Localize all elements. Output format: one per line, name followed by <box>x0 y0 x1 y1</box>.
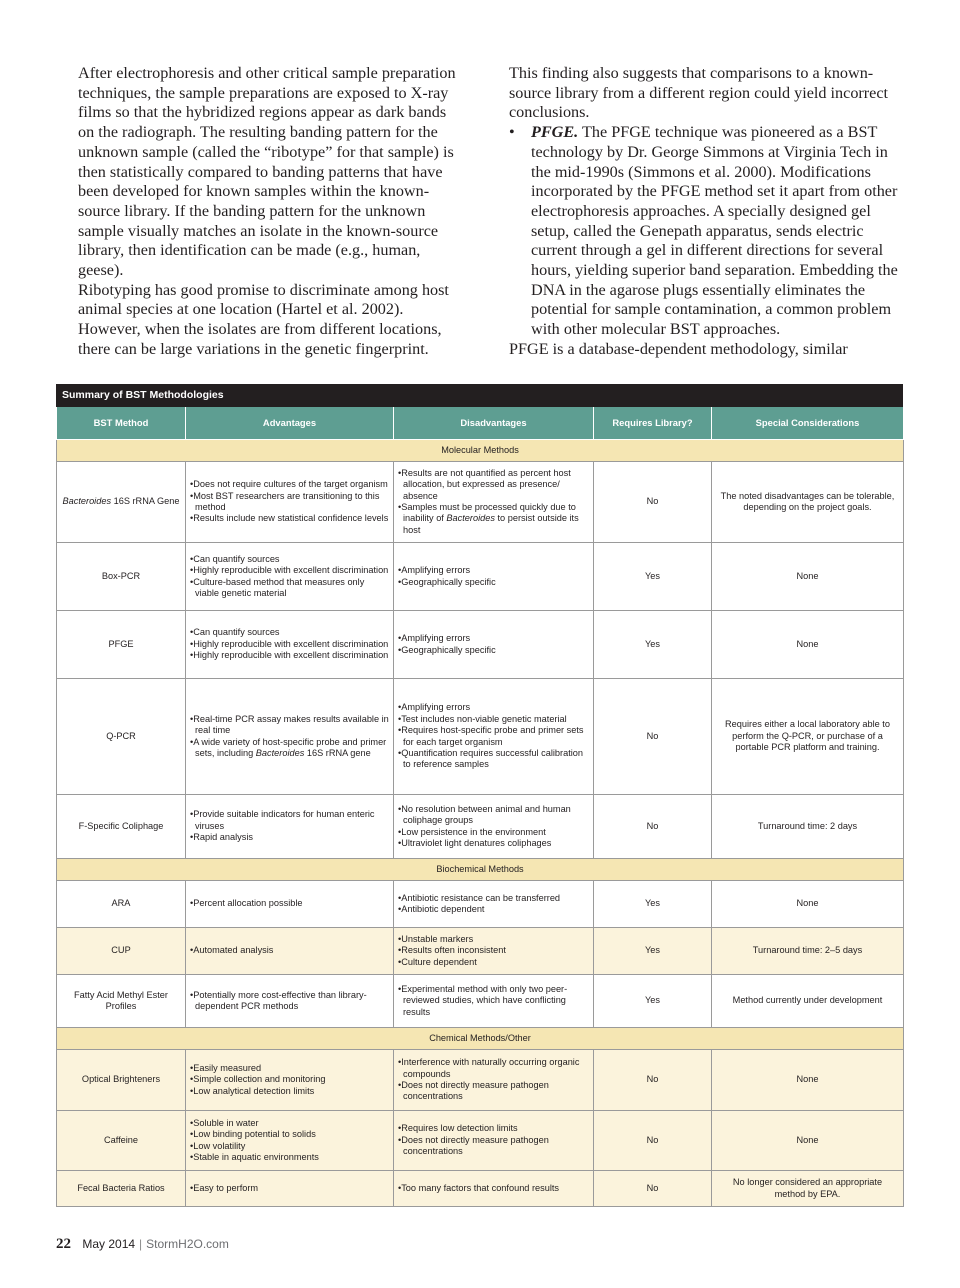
disadvantages-cell <box>394 462 594 543</box>
considerations-cell: None <box>712 543 904 611</box>
method-name: Optical Brighteners <box>81 1074 161 1085</box>
bullet-icon: • <box>509 123 515 142</box>
table-row <box>57 1111 904 1171</box>
method-cell <box>57 462 186 543</box>
disadvantages-list <box>398 633 589 656</box>
method-name: Box-PCR <box>101 570 141 581</box>
table-row <box>57 928 904 975</box>
considerations-cell: Turnaround time: 2 days <box>712 795 904 859</box>
list-item: • Potentially more cost-effective than library-dependent PCR methods <box>190 990 389 1013</box>
column-header: BST Method <box>57 407 186 440</box>
disadvantages-cell <box>394 1111 594 1171</box>
section-label: Molecular Methods <box>57 440 904 462</box>
list-item: • Highly reproducible with excellent discrimination <box>190 565 389 576</box>
list-item: • Culture dependent <box>398 957 589 968</box>
list-item: • Amplifying errors <box>398 633 589 644</box>
method-italic: Bacteroides <box>62 496 112 507</box>
list-item: • Does not directly measure pathogen concentrations <box>398 1135 589 1158</box>
advantages-cell <box>186 1171 394 1207</box>
disadvantages-cell <box>394 543 594 611</box>
considerations-cell: None <box>712 1050 904 1111</box>
bst-summary-table <box>56 384 903 1207</box>
considerations-cell: None <box>712 881 904 928</box>
page-footer <box>56 1236 229 1253</box>
requires-library-cell: No <box>594 1050 712 1111</box>
advantages-list <box>190 714 389 760</box>
considerations-cell: None <box>712 611 904 679</box>
list-item: • Simple collection and monitoring <box>190 1074 389 1085</box>
list-item: • Low persistence in the environment <box>398 827 589 838</box>
list-item: • Results include new statistical confidence levels <box>190 513 389 524</box>
list-item: • Percent allocation possible <box>190 898 389 909</box>
list-item: • Amplifying errors <box>398 702 589 713</box>
disadvantages-list <box>398 893 589 916</box>
list-item: • Does not directly measure pathogen concentrations <box>398 1080 589 1103</box>
article-left-column <box>78 64 466 360</box>
method-name: Fecal Bacteria Ratios <box>77 1182 165 1193</box>
advantages-list <box>190 809 389 843</box>
requires-library-cell: Yes <box>594 928 712 975</box>
list-item: • Highly reproducible with excellent discrimination <box>190 639 389 650</box>
table-row <box>57 679 904 795</box>
disadvantages-list <box>398 702 589 770</box>
table-row <box>57 543 904 611</box>
table-row <box>57 1050 904 1111</box>
italic-term: Bacteroides <box>255 747 305 758</box>
method-name: F-Specific Coliphage <box>78 820 164 831</box>
method-name: ARA <box>111 898 131 909</box>
advantages-cell <box>186 679 394 795</box>
body-paragraph: After electrophoresis and other critical sample preparation techniques, the sample preparations are exposed to X-ray films so that the hybridized regions appear as dark bands on the radiograph. The resulting banding pattern for the unknown sample (called the “ribotype” for that sample) is then statistically compared to banding patterns that have been developed for known samples within the known-source library. If the banding pattern for the unknown sample visually matches an isolate in the known-source library, then identification can be made (e.g., human, geese). <box>78 64 456 280</box>
advantages-cell <box>186 795 394 859</box>
list-item: • Highly reproducible with excellent discrimination <box>190 650 389 661</box>
disadvantages-list <box>398 468 589 536</box>
list-item: • Can quantify sources <box>190 627 389 638</box>
list-item: • Antibiotic dependent <box>398 904 589 915</box>
body-paragraph: This finding also suggests that comparisons to a known-source library from a different region could yield incorrect conclusions. <box>509 64 889 122</box>
footer-site: StormH2O.com <box>146 1237 229 1251</box>
advantages-list <box>190 898 389 909</box>
section-row <box>57 440 904 462</box>
issue-date: May 2014 <box>82 1237 136 1251</box>
list-item: • Results are not quantified as percent host allocation, but expressed as presence/ absence <box>398 468 589 502</box>
method-name: Fatty Acid Methyl Ester Profiles <box>74 989 168 1011</box>
italic-term: Bacteroides <box>446 513 495 524</box>
list-item: • A wide variety of host-specific probe and primer sets, including Bacteroides 16S rRNA gene <box>190 737 389 760</box>
bullet-item-pfge <box>509 123 901 340</box>
considerations-cell: No longer considered an appropriate method by EPA. <box>712 1171 904 1207</box>
list-item: • Low binding potential to solids <box>190 1129 389 1140</box>
section-row <box>57 1028 904 1050</box>
disadvantages-cell <box>394 928 594 975</box>
list-item: • Too many factors that confound results <box>398 1183 589 1194</box>
disadvantages-cell <box>394 611 594 679</box>
list-item: • Automated analysis <box>190 945 389 956</box>
disadvantages-list <box>398 984 589 1018</box>
list-item: • Experimental method with only two peer-reviewed studies, which have conflicting results <box>398 984 589 1018</box>
disadvantages-cell <box>394 795 594 859</box>
list-item: • Easy to perform <box>190 1183 389 1194</box>
advantages-list <box>190 479 389 525</box>
table-row <box>57 975 904 1028</box>
list-item: • Quantification requires successful calibration to reference samples <box>398 748 589 771</box>
advantages-cell <box>186 543 394 611</box>
bullet-lead: PFGE. <box>531 123 579 142</box>
method-cell <box>57 543 186 611</box>
table-header-row <box>57 407 904 440</box>
disadvantages-cell <box>394 881 594 928</box>
disadvantages-list <box>398 1057 589 1103</box>
advantages-cell <box>186 928 394 975</box>
method-cell <box>57 1111 186 1171</box>
list-item: • Geographically specific <box>398 645 589 656</box>
advantages-list <box>190 990 389 1013</box>
section-label: Chemical Methods/Other <box>57 1028 904 1050</box>
disadvantages-cell <box>394 679 594 795</box>
considerations-cell: Method currently under development <box>712 975 904 1028</box>
considerations-cell: None <box>712 1111 904 1171</box>
method-cell <box>57 795 186 859</box>
advantages-cell <box>186 611 394 679</box>
method-name: PFGE <box>108 638 134 649</box>
table-title: Summary of BST Methodologies <box>56 384 903 407</box>
requires-library-cell: Yes <box>594 543 712 611</box>
requires-library-cell: No <box>594 679 712 795</box>
body-paragraph: PFGE is a database-dependent methodology, similar <box>509 339 848 358</box>
method-cell <box>57 928 186 975</box>
method-cell <box>57 1050 186 1111</box>
method-name: Caffeine <box>103 1134 139 1145</box>
disadvantages-list <box>398 804 589 850</box>
disadvantages-cell <box>394 1050 594 1111</box>
advantages-cell <box>186 462 394 543</box>
list-item: • Amplifying errors <box>398 565 589 576</box>
list-item: • Rapid analysis <box>190 832 389 843</box>
disadvantages-list <box>398 565 589 588</box>
considerations-cell: Turnaround time: 2–5 days <box>712 928 904 975</box>
list-item: • Most BST researchers are transitioning to this method <box>190 491 389 514</box>
column-header: Special Considerations <box>712 407 904 440</box>
list-item: • Soluble in water <box>190 1118 389 1129</box>
advantages-list <box>190 1118 389 1164</box>
method-name: 16S rRNA Gene <box>111 496 180 507</box>
body-paragraph: Ribotyping has good promise to discriminate among host animal species at one location (Hartel et al. 2002). However, when the isolates are from different locations, there can be large variations in the genetic fingerprint. <box>78 280 449 358</box>
list-item: • Antibiotic resistance can be transferred <box>398 893 589 904</box>
list-item: • Easily measured <box>190 1063 389 1074</box>
bullet-body: The PFGE technique was pioneered as a BST technology by Dr. George Simmons at Virginia Tech in the mid-1990s (Simmons et al. 2000). Modifications incorporated by the PFGE method set it apart from other electrophoresis approaches. A specially designed gel setup, called the Genepath apparatus, sends electric current through a gel in different directions for several hours, yielding superior band separation. Embedding the DNA in the agarose plugs essentially eliminates the potential for sample contamination, a common problem with other molecular BST approaches. <box>531 123 898 339</box>
table-grid <box>56 407 904 1207</box>
list-item: • Provide suitable indicators for human enteric viruses <box>190 809 389 832</box>
advantages-list <box>190 945 389 956</box>
method-name: Q-PCR <box>106 730 136 741</box>
method-cell <box>57 679 186 795</box>
requires-library-cell: Yes <box>594 881 712 928</box>
column-header: Requires Library? <box>594 407 712 440</box>
list-item: • Requires low detection limits <box>398 1123 589 1134</box>
requires-library-cell: No <box>594 1111 712 1171</box>
table-row <box>57 881 904 928</box>
method-cell <box>57 1171 186 1207</box>
list-item: • Does not require cultures of the target organism <box>190 479 389 490</box>
advantages-cell <box>186 1050 394 1111</box>
page-number: 22 <box>56 1236 71 1252</box>
requires-library-cell: No <box>594 1171 712 1207</box>
requires-library-cell: No <box>594 462 712 543</box>
list-item: • Stable in aquatic environments <box>190 1152 389 1163</box>
disadvantages-list <box>398 1183 589 1194</box>
list-item: • Can quantify sources <box>190 554 389 565</box>
list-item: • Results often inconsistent <box>398 945 589 956</box>
advantages-list <box>190 1183 389 1194</box>
disadvantages-cell <box>394 1171 594 1207</box>
table-row <box>57 611 904 679</box>
method-cell <box>57 881 186 928</box>
list-item: • No resolution between animal and human coliphage groups <box>398 804 589 827</box>
requires-library-cell: No <box>594 795 712 859</box>
disadvantages-list <box>398 1123 589 1157</box>
column-header: Disadvantages <box>394 407 594 440</box>
requires-library-cell: Yes <box>594 975 712 1028</box>
advantages-list <box>190 554 389 600</box>
method-cell <box>57 975 186 1028</box>
advantages-cell <box>186 975 394 1028</box>
list-item: • Test includes non-viable genetic material <box>398 714 589 725</box>
list-item: • Interference with naturally occurring organic compounds <box>398 1057 589 1080</box>
considerations-cell: Requires either a local laboratory able to perform the Q-PCR, or purchase of a portable PCR platform and training. <box>712 679 904 795</box>
disadvantages-cell <box>394 975 594 1028</box>
list-item: • Unstable markers <box>398 934 589 945</box>
section-row <box>57 859 904 881</box>
list-item: • Real-time PCR assay makes results available in real time <box>190 714 389 737</box>
advantages-cell <box>186 881 394 928</box>
table-row <box>57 795 904 859</box>
list-item: • Geographically specific <box>398 577 589 588</box>
considerations-cell: The noted disadvantages can be tolerable, depending on the project goals. <box>712 462 904 543</box>
list-item: • Low volatility <box>190 1141 389 1152</box>
table-body <box>57 440 904 1207</box>
section-label: Biochemical Methods <box>57 859 904 881</box>
method-name: CUP <box>111 945 131 956</box>
requires-library-cell: Yes <box>594 611 712 679</box>
list-item: • Culture-based method that measures only viable genetic material <box>190 577 389 600</box>
column-header: Advantages <box>186 407 394 440</box>
advantages-cell <box>186 1111 394 1171</box>
article-right-column <box>509 64 901 360</box>
table-row <box>57 1171 904 1207</box>
footer-separator: | <box>139 1237 143 1251</box>
advantages-list <box>190 627 389 661</box>
list-item: • Low analytical detection limits <box>190 1086 389 1097</box>
list-item: • Ultraviolet light denatures coliphages <box>398 838 589 849</box>
table-row <box>57 462 904 543</box>
advantages-list <box>190 1063 389 1097</box>
list-item: • Requires host-specific probe and primer sets for each target organism <box>398 725 589 748</box>
method-cell <box>57 611 186 679</box>
list-item: • Samples must be processed quickly due to inability of Bacteroides to persist outside its host <box>398 502 589 536</box>
disadvantages-list <box>398 934 589 968</box>
